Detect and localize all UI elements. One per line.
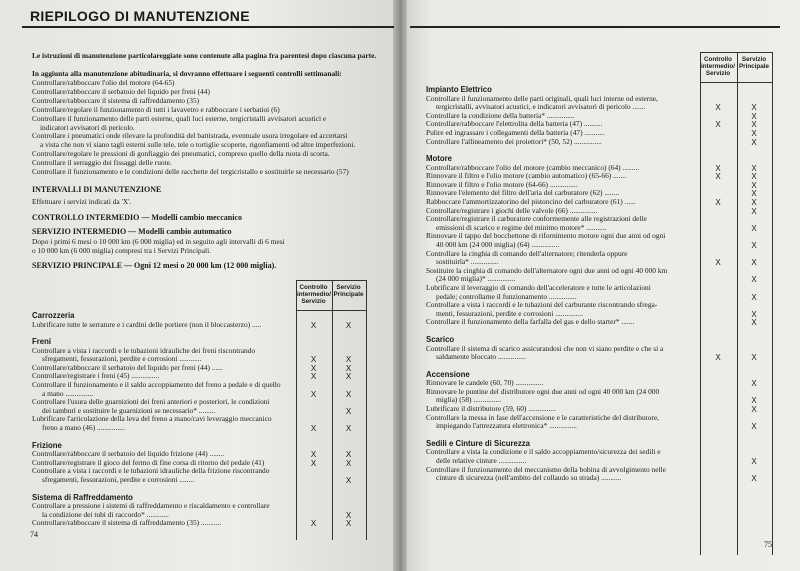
right-page xyxy=(400,0,800,571)
intermediate-title: CONTROLLO INTERMEDIO — Modelli cambio meccanico xyxy=(32,213,242,222)
table-row-text: Controllare/registrare il carburatore conformemente alle registrazioni delle xyxy=(426,214,647,224)
table-row-text: emissioni di scarico e regime del minimo motore* ........... xyxy=(436,222,607,232)
principal-mark: X xyxy=(751,163,757,173)
intermediate-mark: X xyxy=(310,320,317,330)
table-row-text: Controllare/rabboccare l'olio del motore (cambio meccanico) (64) ......... xyxy=(426,162,640,172)
section-title: Motore xyxy=(426,154,452,164)
service-intermediate-text: Dopo i primi 6 mesi o 10 000 km (6 000 miglia) ed in seguito agli intervalli di 6 mesi xyxy=(32,237,285,246)
table-row-text: Controllare/rabboccare il sistema di raffreddamento (35) ........... xyxy=(32,518,222,528)
table-row-text: Rinnovare il filtro e l'olio motore (cambio automatico) (65-66) ....... xyxy=(426,171,627,181)
table-row-text: miglia) (58) ............... xyxy=(436,395,502,405)
section-title: Carrozzeria xyxy=(32,311,75,320)
principal-mark: X xyxy=(751,189,757,199)
table-row-text: tergicristalli, avvisatori acustici, e indicatori avvisatori di pericolo ....... xyxy=(436,102,646,112)
principal-mark: X xyxy=(345,424,352,433)
section-title: Frizione xyxy=(32,440,62,450)
table-row-text: sfregamenti, fessurazioni, perdite e corrosioni ............ xyxy=(42,354,202,364)
table-row-text: Lubrificare il leveraggio di comando dell'acceleratore e tutte le articolazioni xyxy=(426,283,651,292)
principal-mark: X xyxy=(751,292,757,302)
table-row-text: Lubrificare il distributore (59, 60) ............... xyxy=(426,404,556,413)
page-title: RIEPILOGO DI MANUTENZIONE xyxy=(30,8,250,24)
table-row-text: Controllare/registrare il gioco del fermo di fine corsa di ritorno del pedale (41) xyxy=(32,457,265,467)
section-title: Scarico xyxy=(426,335,455,344)
weekly-item: Controllare/rabboccare il serbatoio del liquido per freni (44) xyxy=(32,86,210,96)
principal-mark: X xyxy=(751,111,757,121)
table-row-text: Rinnovare le candele (60, 70) ............... xyxy=(426,378,544,388)
principal-mark: X xyxy=(751,120,757,130)
principal-mark: X xyxy=(345,389,352,399)
intermediate-mark: X xyxy=(715,103,721,113)
intermediate-mark: X xyxy=(715,172,721,182)
header-rule xyxy=(700,82,773,83)
weekly-item: Controllare/rabboccare il sistema di raffreddamento (35) xyxy=(32,95,200,105)
principal-mark: X xyxy=(345,372,352,382)
table-row-text: la condizione dei tubi di raccordo* ............ xyxy=(42,509,169,519)
table-row-text: a mano ............... xyxy=(42,388,94,398)
principal-mark: X xyxy=(345,519,352,529)
intermediate-mark: X xyxy=(310,372,317,382)
table-row-text: Lubrificare tutte le serrature e i cardini delle portiere (non il bloccasterzo) ..... xyxy=(32,319,262,329)
weekly-item: Controllare/regolare le pressioni di gonfiaggio dei pneumatici, compreso quello della ruota di scorta. xyxy=(32,149,330,159)
table-row-text: Rinnovare il tappo del bocchettone di rifornimento motore ogni due anni od ogni xyxy=(426,231,666,241)
principal-mark: X xyxy=(751,474,757,484)
principal-mark: X xyxy=(345,450,352,460)
weekly-intro: In aggiunta alla manutenzione abitudinaria, si dovranno effettuare i seguenti controlli settimanali: xyxy=(32,69,342,78)
intermediate-mark: X xyxy=(715,163,721,173)
table-row-text: Controllare la cinghia di comando dell'alternatore; ritenderla oppure xyxy=(426,248,628,258)
title-bar xyxy=(22,6,394,28)
column-header: Controllo intermedio/ Servizio xyxy=(297,284,331,305)
table-row-text: delle relative cinture ............... xyxy=(436,455,527,465)
column-header: Servizio Principale xyxy=(738,56,770,70)
principal-mark: X xyxy=(345,363,352,373)
principal-mark: X xyxy=(345,510,352,520)
principal-mark: X xyxy=(751,405,757,414)
column-intermediate xyxy=(296,280,333,540)
principal-mark: X xyxy=(345,458,352,468)
intermediate-mark: X xyxy=(715,120,721,130)
table-row-text: menti, fessurazioni, perdite e corrosioni ............... xyxy=(436,308,583,318)
table-row-text: saldamente bloccato ............... xyxy=(436,352,526,362)
table-row-text: Rinnovare le puntine del distributore ogni due anni od ogni 40 000 km (24 000 xyxy=(426,386,660,396)
table-row-text: Sostituire la cinghia di comando dell'alternatore ogni due anni od ogni 40 000 km xyxy=(426,265,668,275)
table-row-text: dei tamburi e sostituire le guarnizioni se necessario* ......... xyxy=(42,405,216,415)
table-row-text: Rabboccare l'ammortizzatorino del pistoncino del carburatore (61) ...... xyxy=(426,197,636,206)
principal-mark: X xyxy=(751,128,757,138)
section-title: Freni xyxy=(32,337,52,347)
table-row-text: Controllare il funzionamento del meccanismo della bobina di avvolgimento nelle xyxy=(426,464,666,474)
table-row-text: Lubrificare l'articolazione della leva del freno a mano/cavi leveraggio meccanico xyxy=(32,414,272,424)
table-row-text: Pulire ed ingrassare i collegamenti della batteria (47) ........... xyxy=(426,127,605,137)
intermediate-mark: X xyxy=(310,458,317,468)
table-row-text: Rinnovare il filtro e l'olio motore (64-66) ............... xyxy=(426,179,578,189)
intermediate-mark: X xyxy=(310,424,317,433)
weekly-item: Controllare/rabboccare l'olio del motore (64-65) xyxy=(32,78,175,87)
section-title: Impianto Elettrico xyxy=(426,85,492,94)
principal-mark: X xyxy=(751,172,757,182)
weekly-item: Controllare il funzionamento e le condizioni delle racchette del tergicristallo e sostituirle se necessario (57) xyxy=(32,167,349,176)
table-row-text: Controllare a vista i raccordi e le tubazioni idrauliche dei freni riscontrando xyxy=(32,345,256,355)
principal-mark: X xyxy=(751,309,757,319)
weekly-item: indicatori avvisatori di pericolo. xyxy=(40,122,135,132)
section-title: Sedili e Cinture di Sicurezza xyxy=(426,438,530,448)
intermediate-mark: X xyxy=(310,363,317,373)
weekly-item: a vista che non vi siano tagli esterni sulle tele, tele o tortiglie scoperte, rigonfiamenti od altre imperfezioni. xyxy=(40,140,356,150)
principal-mark: X xyxy=(345,355,352,365)
weekly-item: Controllare il funzionamento delle parti esterne, quali luci esterne, tergicristalli avvisatori acustici e xyxy=(32,113,327,123)
table-row-text: freno a mano (46) ............... xyxy=(42,423,125,432)
table-row-text: Controllare il funzionamento delle parti originali, quali luci interne od esterne, xyxy=(426,93,658,103)
principal-mark: X xyxy=(751,318,757,328)
table-row-text: sfregamenti, fessurazioni, perdite e corrosioni ........ xyxy=(42,474,195,484)
table-row-text: Controllare la messa in fase dell'accensione e le caratteristiche del distributore, xyxy=(426,412,660,422)
table-row-text: Controllare il funzionamento e il saldo accoppiamento del freno a pedale e di quello xyxy=(32,380,281,389)
service-intermediate-text: o 10 000 km (6 000 miglia) compresi tra i Servizi Principali. xyxy=(32,246,211,255)
table-row-text: Controllare a pressione i sistemi di raffreddamento e riscaldamento e controllare xyxy=(32,501,270,510)
service-intermediate-title: SERVIZIO INTERMEDIO — Modelli cambio automatico xyxy=(32,227,232,236)
intermediate-mark: X xyxy=(310,389,317,399)
intermediate-mark: X xyxy=(310,519,317,529)
table-row-text: Controllare/rabboccare il serbatoio del liquido per freni (44) ...... xyxy=(32,362,223,372)
table-row-text: 40 000 km (24 000 miglia) (64) ............... xyxy=(436,240,560,249)
table-row-text: Controllare l'usura delle guarnizioni dei freni anteriori e posteriori, le condizioni xyxy=(32,397,270,407)
title-bar-right xyxy=(410,6,780,28)
table-row-text: impiegando l'attrezzatura elettronica* ............... xyxy=(436,421,577,431)
page-number: 74 xyxy=(30,530,38,539)
table-top-rule xyxy=(700,52,773,53)
page-number: 75 xyxy=(764,540,772,549)
table-row-text: Controllare a vista i raccordi e le tubazioni del carburante riscontrando sfrega- xyxy=(426,300,658,310)
principal-mark: X xyxy=(751,275,757,285)
intermediate-mark: X xyxy=(715,353,721,363)
section-title: Sistema di Raffreddamento xyxy=(32,492,133,502)
principal-mark: X xyxy=(751,103,757,113)
table-row-text: (24 000 miglia)* ............... xyxy=(436,274,516,284)
table-row-text: Rinnovare l'elemento del filtro dell'aria del carburatore (62) ........ xyxy=(426,188,620,198)
intro-text: Le istruzioni di manutenzione particolareggiate sono contenute alla pagina fra parentesi dopo ciascuna parte. xyxy=(32,51,377,60)
principal-mark: X xyxy=(345,406,352,416)
table-row-text: pedale; controllarne il funzionamento ............... xyxy=(436,291,577,301)
book-gutter xyxy=(393,0,407,571)
principal-mark: X xyxy=(751,223,757,233)
service-principal: SERVIZIO PRINCIPALE — Ogni 12 mesi o 20 000 km (12 000 miglia). xyxy=(32,261,277,270)
intermediate-mark: X xyxy=(715,258,721,268)
intermediate-mark: X xyxy=(310,450,317,460)
principal-mark: X xyxy=(751,206,757,216)
principal-mark: X xyxy=(751,137,757,147)
table-row-text: Controllare/registrare i giochi delle valvole (66) ............... xyxy=(426,205,598,215)
intervals-title: INTERVALLI DI MANUTENZIONE xyxy=(32,185,162,194)
principal-mark: X xyxy=(751,241,757,250)
principal-mark: X xyxy=(345,320,352,330)
column-header: Controllo intermedio/ Servizio xyxy=(701,56,735,77)
weekly-item: Controllare/regolare il funzionamento di tutti i lavavetro e rabboccare i serbatioi (6) xyxy=(32,104,280,114)
table-row-text: Controllare/rabboccare il serbatoio del liquido frizione (44) ........ xyxy=(32,449,225,459)
principal-mark: X xyxy=(751,198,757,207)
principal-mark: X xyxy=(751,422,757,432)
intermediate-mark: X xyxy=(310,355,317,365)
principal-mark: X xyxy=(751,180,757,190)
principal-mark: X xyxy=(751,396,757,406)
weekly-item: Controllare il serraggio dei fissaggi delle ruote. xyxy=(32,158,172,168)
table-row-text: Controllare l'allineamento dei proiettori* (50, 52) ............... xyxy=(426,136,602,146)
table-row-text: sostituirla* ............... xyxy=(436,257,499,267)
table-top-rule xyxy=(296,280,367,281)
principal-mark: X xyxy=(751,379,757,389)
principal-mark: X xyxy=(751,353,757,363)
principal-mark: X xyxy=(751,456,757,466)
header-rule xyxy=(296,310,367,311)
table-row-text: Controllare il funzionamento della farfalla del gas e dello starter* ....... xyxy=(426,317,635,327)
weekly-item: Controllare i pneumatici onde rilevare la profondità del battistrada, eventuale usura irregolare ed accertarsi xyxy=(32,131,348,141)
table-row-text: Controllare/registrare i freni (45) ............... xyxy=(32,371,160,381)
table-row-text: cinture di sicurezza (nell'ambito del collaudo su strada) ........... xyxy=(436,473,622,483)
column-header: Servizio Principale xyxy=(333,284,364,298)
table-row-text: Controllare/rabboccare l'elettrolita della batteria (47) .......... xyxy=(426,119,603,129)
section-title: Accensione xyxy=(426,369,470,379)
table-row-text: Controllare la condizione della batteria* ............... xyxy=(426,110,575,120)
principal-mark: X xyxy=(345,475,352,485)
principal-mark: X xyxy=(751,258,757,268)
table-row-text: Controllare a vista i raccordi e le tubazioni idrauliche della frizione riscontrando xyxy=(32,466,270,476)
intermediate-mark: X xyxy=(715,198,721,207)
table-row-text: Controllare il sistema di scarico assicurandosi che non vi siano perdite e che si a xyxy=(426,343,664,353)
intervals-note: Effettuare i servizi indicati da 'X'. xyxy=(32,197,132,206)
table-row-text: Controllare a vista la condizione e il saldo accoppiamento/sicurezza dei sedili e xyxy=(426,447,661,457)
